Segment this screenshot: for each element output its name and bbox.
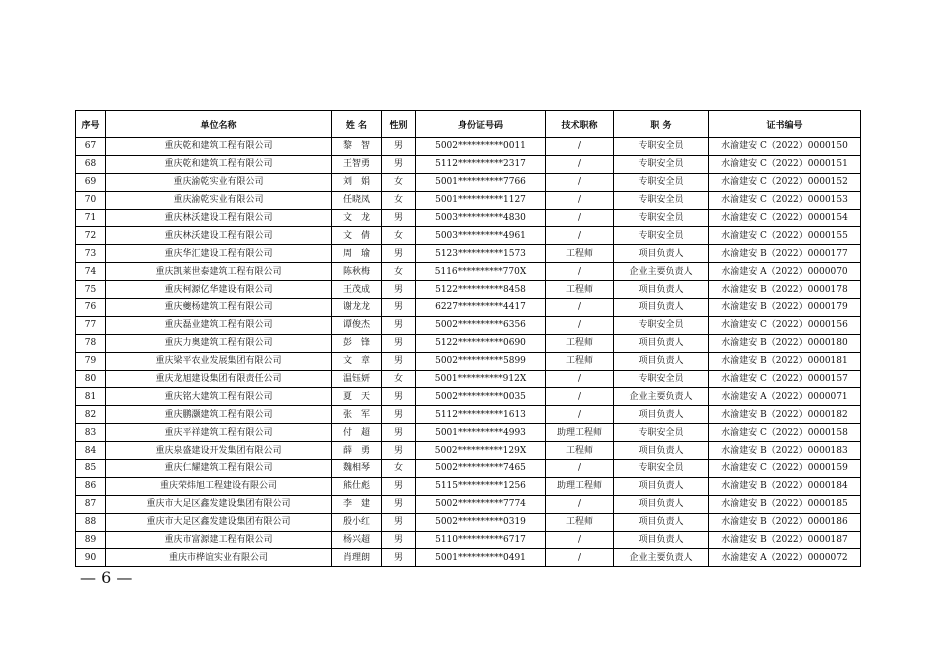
cell-position: 项目负责人 [614, 495, 709, 513]
table-row [76, 316, 861, 334]
cell-title: 助理工程师 [546, 477, 614, 495]
cell-index: 70 [76, 191, 106, 209]
certificate-table [75, 110, 861, 567]
col-header-position: 职 务 [614, 111, 709, 138]
table-row [76, 227, 861, 245]
cell-gender: 男 [382, 388, 416, 406]
table-row [76, 352, 861, 370]
cell-position: 项目负责人 [614, 334, 709, 352]
cell-company: 重庆市大足区鑫发建设集团有限公司 [106, 495, 332, 513]
cell-name: 肖理朗 [332, 549, 382, 567]
cell-id-number: 5001**********7766 [416, 173, 546, 191]
cell-gender: 男 [382, 209, 416, 227]
cell-title: / [546, 531, 614, 549]
cell-title: / [546, 173, 614, 191]
cell-name: 张 军 [332, 406, 382, 424]
cell-company: 重庆鹏灏建筑工程有限公司 [106, 406, 332, 424]
cell-certificate: 水渝建安 C（2022）0000157 [709, 370, 861, 388]
col-header-id-number: 身份证号码 [416, 111, 546, 138]
cell-index: 83 [76, 424, 106, 442]
col-header-company: 单位名称 [106, 111, 332, 138]
cell-name: 刘 娟 [332, 173, 382, 191]
cell-certificate: 水渝建安 B（2022）0000182 [709, 406, 861, 424]
cell-id-number: 5002**********0011 [416, 138, 546, 156]
table-row [76, 281, 861, 299]
cell-index: 76 [76, 299, 106, 317]
cell-index: 74 [76, 263, 106, 281]
cell-company: 重庆渝乾实业有限公司 [106, 191, 332, 209]
table-row [76, 442, 861, 460]
table-row [76, 549, 861, 567]
cell-id-number: 5002**********6356 [416, 316, 546, 334]
cell-id-number: 5002**********129X [416, 442, 546, 460]
cell-gender: 女 [382, 191, 416, 209]
table-row [76, 191, 861, 209]
table-row [76, 263, 861, 281]
cell-certificate: 水渝建安 B（2022）0000179 [709, 299, 861, 317]
cell-name: 文 倩 [332, 227, 382, 245]
cell-certificate: 水渝建安 C（2022）0000158 [709, 424, 861, 442]
cell-title: / [546, 549, 614, 567]
cell-index: 81 [76, 388, 106, 406]
cell-position: 项目负责人 [614, 281, 709, 299]
cell-index: 89 [76, 531, 106, 549]
cell-certificate: 水渝建安 A（2022）0000072 [709, 549, 861, 567]
table-header-row [76, 111, 861, 138]
cell-name: 薛 勇 [332, 442, 382, 460]
cell-index: 80 [76, 370, 106, 388]
cell-gender: 男 [382, 281, 416, 299]
col-header-index: 序号 [76, 111, 106, 138]
cell-title: / [546, 460, 614, 478]
cell-company: 重庆平祥建筑工程有限公司 [106, 424, 332, 442]
cell-certificate: 水渝建安 C（2022）0000153 [709, 191, 861, 209]
cell-gender: 男 [382, 477, 416, 495]
table-row [76, 173, 861, 191]
cell-company: 重庆夔杨建筑工程有限公司 [106, 299, 332, 317]
cell-title: / [546, 263, 614, 281]
cell-name: 谭俊杰 [332, 316, 382, 334]
cell-certificate: 水渝建安 B（2022）0000178 [709, 281, 861, 299]
cell-title: 工程师 [546, 245, 614, 263]
cell-company: 重庆荣炜旭工程建设有限公司 [106, 477, 332, 495]
cell-position: 专职安全员 [614, 173, 709, 191]
cell-name: 任晓凤 [332, 191, 382, 209]
cell-id-number: 5002**********0319 [416, 513, 546, 531]
cell-gender: 男 [382, 155, 416, 173]
cell-company: 重庆梁平农业发展集团有限公司 [106, 352, 332, 370]
cell-index: 77 [76, 316, 106, 334]
cell-gender: 男 [382, 406, 416, 424]
cell-gender: 男 [382, 334, 416, 352]
cell-certificate: 水渝建安 C（2022）0000151 [709, 155, 861, 173]
cell-certificate: 水渝建安 B（2022）0000183 [709, 442, 861, 460]
cell-company: 重庆凯莱世泰建筑工程有限公司 [106, 263, 332, 281]
cell-title: / [546, 299, 614, 317]
cell-id-number: 5122**********8458 [416, 281, 546, 299]
cell-title: / [546, 406, 614, 424]
table-row [76, 531, 861, 549]
cell-position: 专职安全员 [614, 209, 709, 227]
cell-company: 重庆铭大建筑工程有限公司 [106, 388, 332, 406]
cell-company: 重庆仁耀建筑工程有限公司 [106, 460, 332, 478]
cell-title: / [546, 495, 614, 513]
cell-gender: 男 [382, 245, 416, 263]
cell-position: 专职安全员 [614, 460, 709, 478]
table-row [76, 245, 861, 263]
cell-id-number: 5123**********1573 [416, 245, 546, 263]
table-row [76, 334, 861, 352]
cell-gender: 女 [382, 460, 416, 478]
cell-certificate: 水渝建安 C（2022）0000159 [709, 460, 861, 478]
cell-company: 重庆林沃建设工程有限公司 [106, 227, 332, 245]
cell-certificate: 水渝建安 C（2022）0000156 [709, 316, 861, 334]
cell-title: 助理工程师 [546, 424, 614, 442]
cell-gender: 男 [382, 299, 416, 317]
cell-title: 工程师 [546, 334, 614, 352]
cell-position: 专职安全员 [614, 316, 709, 334]
cell-name: 陈秋梅 [332, 263, 382, 281]
table-row [76, 477, 861, 495]
cell-index: 75 [76, 281, 106, 299]
cell-certificate: 水渝建安 C（2022）0000154 [709, 209, 861, 227]
cell-title: 工程师 [546, 281, 614, 299]
cell-certificate: 水渝建安 B（2022）0000187 [709, 531, 861, 549]
cell-company: 重庆市富源建工程有限公司 [106, 531, 332, 549]
cell-position: 项目负责人 [614, 352, 709, 370]
cell-name: 王智勇 [332, 155, 382, 173]
cell-company: 重庆市大足区鑫发建设集团有限公司 [106, 513, 332, 531]
cell-title: / [546, 155, 614, 173]
cell-id-number: 5110**********6717 [416, 531, 546, 549]
cell-id-number: 5001**********1127 [416, 191, 546, 209]
cell-company: 重庆乾和建筑工程有限公司 [106, 138, 332, 156]
cell-name: 付 超 [332, 424, 382, 442]
table-row [76, 155, 861, 173]
cell-index: 67 [76, 138, 106, 156]
cell-certificate: 水渝建安 C（2022）0000150 [709, 138, 861, 156]
cell-certificate: 水渝建安 B（2022）0000186 [709, 513, 861, 531]
cell-position: 专职安全员 [614, 424, 709, 442]
cell-certificate: 水渝建安 B（2022）0000185 [709, 495, 861, 513]
cell-company: 重庆华汇建设工程有限公司 [106, 245, 332, 263]
cell-company: 重庆渝乾实业有限公司 [106, 173, 332, 191]
cell-company: 重庆乾和建筑工程有限公司 [106, 155, 332, 173]
cell-id-number: 5112**********2317 [416, 155, 546, 173]
col-header-gender: 性别 [382, 111, 416, 138]
cell-certificate: 水渝建安 C（2022）0000155 [709, 227, 861, 245]
cell-name: 温钰妍 [332, 370, 382, 388]
cell-position: 专职安全员 [614, 370, 709, 388]
cell-position: 企业主要负责人 [614, 263, 709, 281]
cell-title: / [546, 191, 614, 209]
cell-gender: 女 [382, 263, 416, 281]
cell-name: 殷小红 [332, 513, 382, 531]
cell-position: 项目负责人 [614, 442, 709, 460]
cell-id-number: 5115**********1256 [416, 477, 546, 495]
table-body [76, 138, 861, 567]
cell-name: 王茂成 [332, 281, 382, 299]
cell-position: 企业主要负责人 [614, 388, 709, 406]
cell-position: 项目负责人 [614, 406, 709, 424]
cell-id-number: 5002**********5899 [416, 352, 546, 370]
col-header-certificate: 证书编号 [709, 111, 861, 138]
cell-gender: 男 [382, 549, 416, 567]
cell-id-number: 5003**********4961 [416, 227, 546, 245]
cell-name: 夏 天 [332, 388, 382, 406]
cell-position: 企业主要负责人 [614, 549, 709, 567]
table-row [76, 406, 861, 424]
cell-position: 专职安全员 [614, 227, 709, 245]
col-header-title: 技术职称 [546, 111, 614, 138]
table-row [76, 209, 861, 227]
cell-index: 82 [76, 406, 106, 424]
cell-gender: 女 [382, 227, 416, 245]
cell-name: 熊仕彪 [332, 477, 382, 495]
cell-id-number: 5116**********770X [416, 263, 546, 281]
cell-gender: 男 [382, 442, 416, 460]
cell-gender: 男 [382, 531, 416, 549]
cell-company: 重庆磊业建筑工程有限公司 [106, 316, 332, 334]
cell-id-number: 6227**********4417 [416, 299, 546, 317]
cell-index: 72 [76, 227, 106, 245]
cell-gender: 男 [382, 424, 416, 442]
cell-company: 重庆力奥建筑工程有限公司 [106, 334, 332, 352]
cell-company: 重庆林沃建设工程有限公司 [106, 209, 332, 227]
cell-index: 84 [76, 442, 106, 460]
cell-id-number: 5122**********0690 [416, 334, 546, 352]
col-header-name: 姓 名 [332, 111, 382, 138]
cell-title: / [546, 227, 614, 245]
table-row [76, 299, 861, 317]
cell-index: 73 [76, 245, 106, 263]
cell-title: / [546, 388, 614, 406]
cell-certificate: 水渝建安 B（2022）0000184 [709, 477, 861, 495]
cell-name: 谢龙龙 [332, 299, 382, 317]
cell-certificate: 水渝建安 B（2022）0000177 [709, 245, 861, 263]
cell-id-number: 5001**********0491 [416, 549, 546, 567]
table-row [76, 460, 861, 478]
cell-position: 专职安全员 [614, 138, 709, 156]
cell-position: 专职安全员 [614, 155, 709, 173]
cell-index: 87 [76, 495, 106, 513]
cell-name: 杨兴超 [332, 531, 382, 549]
table-row [76, 495, 861, 513]
cell-id-number: 5002**********7465 [416, 460, 546, 478]
cell-gender: 男 [382, 138, 416, 156]
cell-index: 88 [76, 513, 106, 531]
cell-position: 专职安全员 [614, 191, 709, 209]
cell-title: / [546, 316, 614, 334]
cell-certificate: 水渝建安 A（2022）0000071 [709, 388, 861, 406]
cell-position: 项目负责人 [614, 477, 709, 495]
cell-name: 黎 智 [332, 138, 382, 156]
cell-company: 重庆泉盛建设开发集团有限公司 [106, 442, 332, 460]
cell-name: 周 瑜 [332, 245, 382, 263]
cell-title: / [546, 138, 614, 156]
table-row [76, 138, 861, 156]
table-row [76, 424, 861, 442]
cell-company: 重庆龙旭建设集团有限责任公司 [106, 370, 332, 388]
cell-id-number: 5001**********912X [416, 370, 546, 388]
cell-certificate: 水渝建安 A（2022）0000070 [709, 263, 861, 281]
cell-name: 文 龙 [332, 209, 382, 227]
cell-gender: 男 [382, 352, 416, 370]
cell-position: 项目负责人 [614, 245, 709, 263]
cell-company: 重庆柯源亿华建设有限公司 [106, 281, 332, 299]
cell-index: 69 [76, 173, 106, 191]
cell-title: 工程师 [546, 352, 614, 370]
cell-index: 68 [76, 155, 106, 173]
cell-name: 李 建 [332, 495, 382, 513]
cell-index: 85 [76, 460, 106, 478]
cell-title: / [546, 209, 614, 227]
cell-company: 重庆市桦谊实业有限公司 [106, 549, 332, 567]
cell-title: 工程师 [546, 442, 614, 460]
cell-certificate: 水渝建安 B（2022）0000181 [709, 352, 861, 370]
cell-index: 86 [76, 477, 106, 495]
cell-id-number: 5003**********4830 [416, 209, 546, 227]
cell-id-number: 5001**********4993 [416, 424, 546, 442]
cell-position: 项目负责人 [614, 299, 709, 317]
cell-name: 彭 锋 [332, 334, 382, 352]
table-row [76, 513, 861, 531]
cell-position: 项目负责人 [614, 531, 709, 549]
table-row [76, 370, 861, 388]
cell-id-number: 5112**********1613 [416, 406, 546, 424]
cell-index: 79 [76, 352, 106, 370]
cell-certificate: 水渝建安 B（2022）0000180 [709, 334, 861, 352]
cell-gender: 女 [382, 370, 416, 388]
cell-id-number: 5002**********0035 [416, 388, 546, 406]
table-row [76, 388, 861, 406]
page-number: — 6 — [80, 568, 133, 587]
cell-gender: 女 [382, 173, 416, 191]
cell-position: 项目负责人 [614, 513, 709, 531]
cell-name: 文 章 [332, 352, 382, 370]
cell-title: 工程师 [546, 513, 614, 531]
cell-name: 魏相琴 [332, 460, 382, 478]
cell-certificate: 水渝建安 C（2022）0000152 [709, 173, 861, 191]
cell-index: 78 [76, 334, 106, 352]
cell-index: 71 [76, 209, 106, 227]
cell-index: 90 [76, 549, 106, 567]
cell-gender: 男 [382, 316, 416, 334]
cell-title: / [546, 370, 614, 388]
cell-gender: 男 [382, 513, 416, 531]
cell-id-number: 5002**********7774 [416, 495, 546, 513]
cell-gender: 男 [382, 495, 416, 513]
